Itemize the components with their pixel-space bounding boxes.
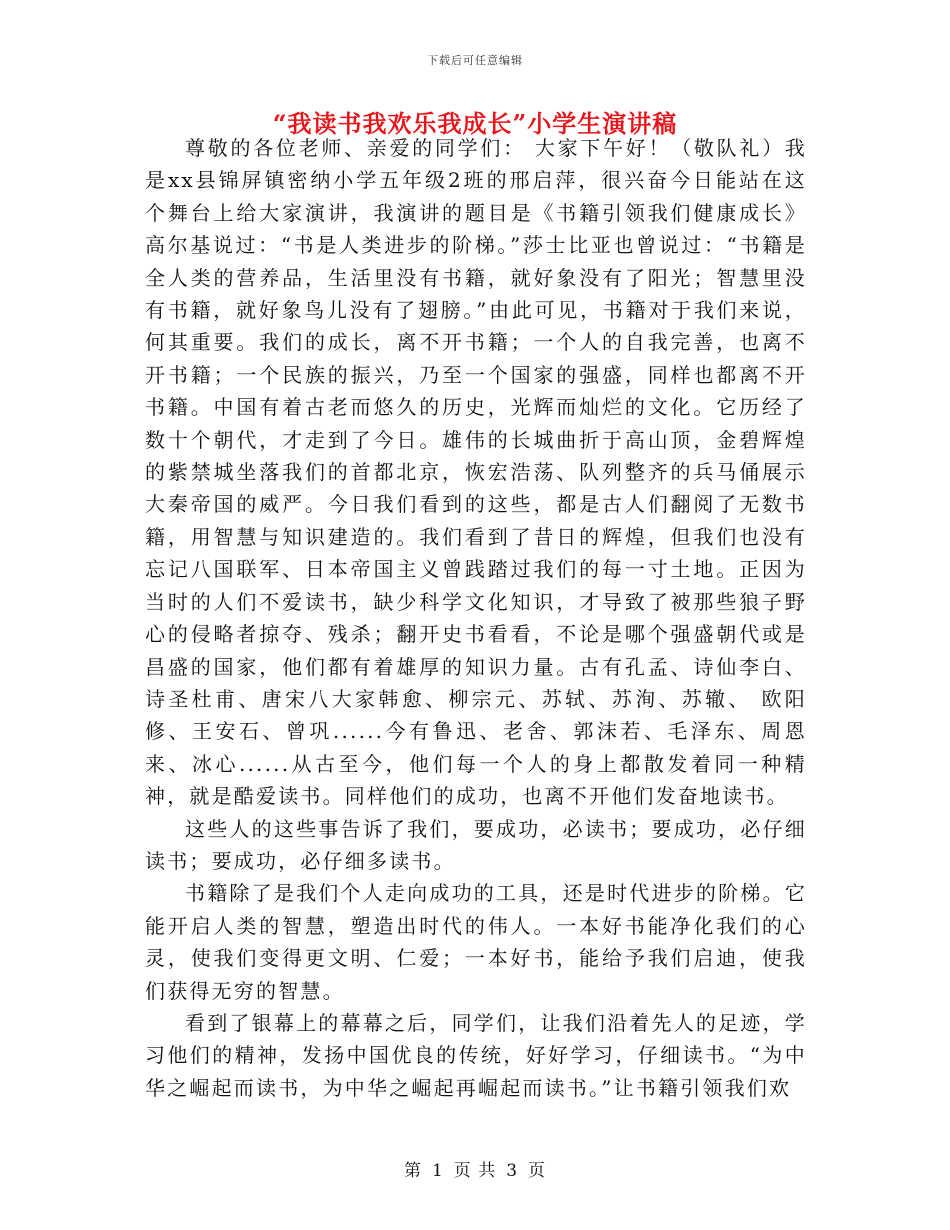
footer-total-pages: 3 bbox=[506, 1161, 519, 1181]
page-footer bbox=[0, 1156, 950, 1181]
paragraph-2: 这些人的这些事告诉了我们，要成功，必读书；要成功，必仔细读书；要成功，必仔细多读书。 bbox=[145, 816, 807, 873]
document-title: “我读书我欢乐我成长”小学生演讲稿 bbox=[272, 109, 678, 138]
document-body bbox=[145, 132, 807, 1104]
footer-middle: 页 共 bbox=[453, 1161, 497, 1181]
header-note: 下载后可任意编辑 bbox=[427, 54, 523, 67]
footer-suffix: 页 bbox=[528, 1161, 547, 1181]
paragraph-3: 书籍除了是我们个人走向成功的工具，还是时代进步的阶梯。它能开启人类的智慧，塑造出时代的伟人。一本好书能净化我们的心灵，使我们变得更文明、仁爱；一本好书，能给予我们启迪，使我们获得无穷的智慧。 bbox=[145, 881, 807, 1003]
paragraph-1: 尊敬的各位老师、亲爱的同学们： 大家下午好！（敬队礼）我是xx县锦屏镇密纳小学五年级2班的邢启萍，很兴奋今日能站在这个舞台上给大家演讲，我演讲的题目是《书籍引领我们健康成长》高尔基说过：“书是人类进步的阶梯。”莎士比亚也曾说过：“书籍是全人类的营养品，生活里没有书籍，就好象没有了阳光；智慧里没有书籍，就好象鸟儿没有了翅膀。”由此可见，书籍对于我们来说，何其重要。我们的成长，离不开书籍；一个人的自我完善，也离不开书籍；一个民族的振兴，乃至一个国家的强盛，同样也都离不开书籍。中国有着古老而悠久的历史，光辉而灿烂的文化。它历经了数十个朝代，才走到了今日。雄伟的长城曲折于高山顶，金碧辉煌的紫禁城坐落我们的首都北京，恢宏浩荡、队列整齐的兵马俑展示大秦帝国的威严。今日我们看到的这些，都是古人们翻阅了无数书籍，用智慧与知识建造的。我们看到了昔日的辉煌，但我们也没有忘记八国联军、日本帝国主义曾践踏过我们的每一寸土地。正因为当时的人们不爱读书，缺少科学文化知识，才导致了被那些狼子野心的侵略者掠夺、残杀；翻开史书看看，不论是哪个强盛朝代或是昌盛的国家，他们都有着雄厚的知识力量。古有孔孟、诗仙李白、诗圣杜甫、唐宋八大家韩愈、柳宗元、苏轼、苏洵、苏辙、 欧阳修、王安石、曾巩......今有鲁迅、老舍、郭沫若、毛泽东、周恩来、冰心......从古至今，他们每一个人的身上都散发着同一种精神，就是酷爱读书。同样他们的成功，也离不开他们发奋地读书。 bbox=[145, 136, 807, 809]
footer-prefix: 第 bbox=[403, 1161, 422, 1181]
paragraph-4: 看到了银幕上的幕幕之后，同学们，让我们沿着先人的足迹，学习他们的精神，发扬中国优良的传统，好好学习，仔细读书。“为中华之崛起而读书，为中华之崛起再崛起而读书。”让书籍引领我们欢 bbox=[145, 1010, 807, 1100]
footer-page-number: 1 bbox=[431, 1161, 444, 1181]
